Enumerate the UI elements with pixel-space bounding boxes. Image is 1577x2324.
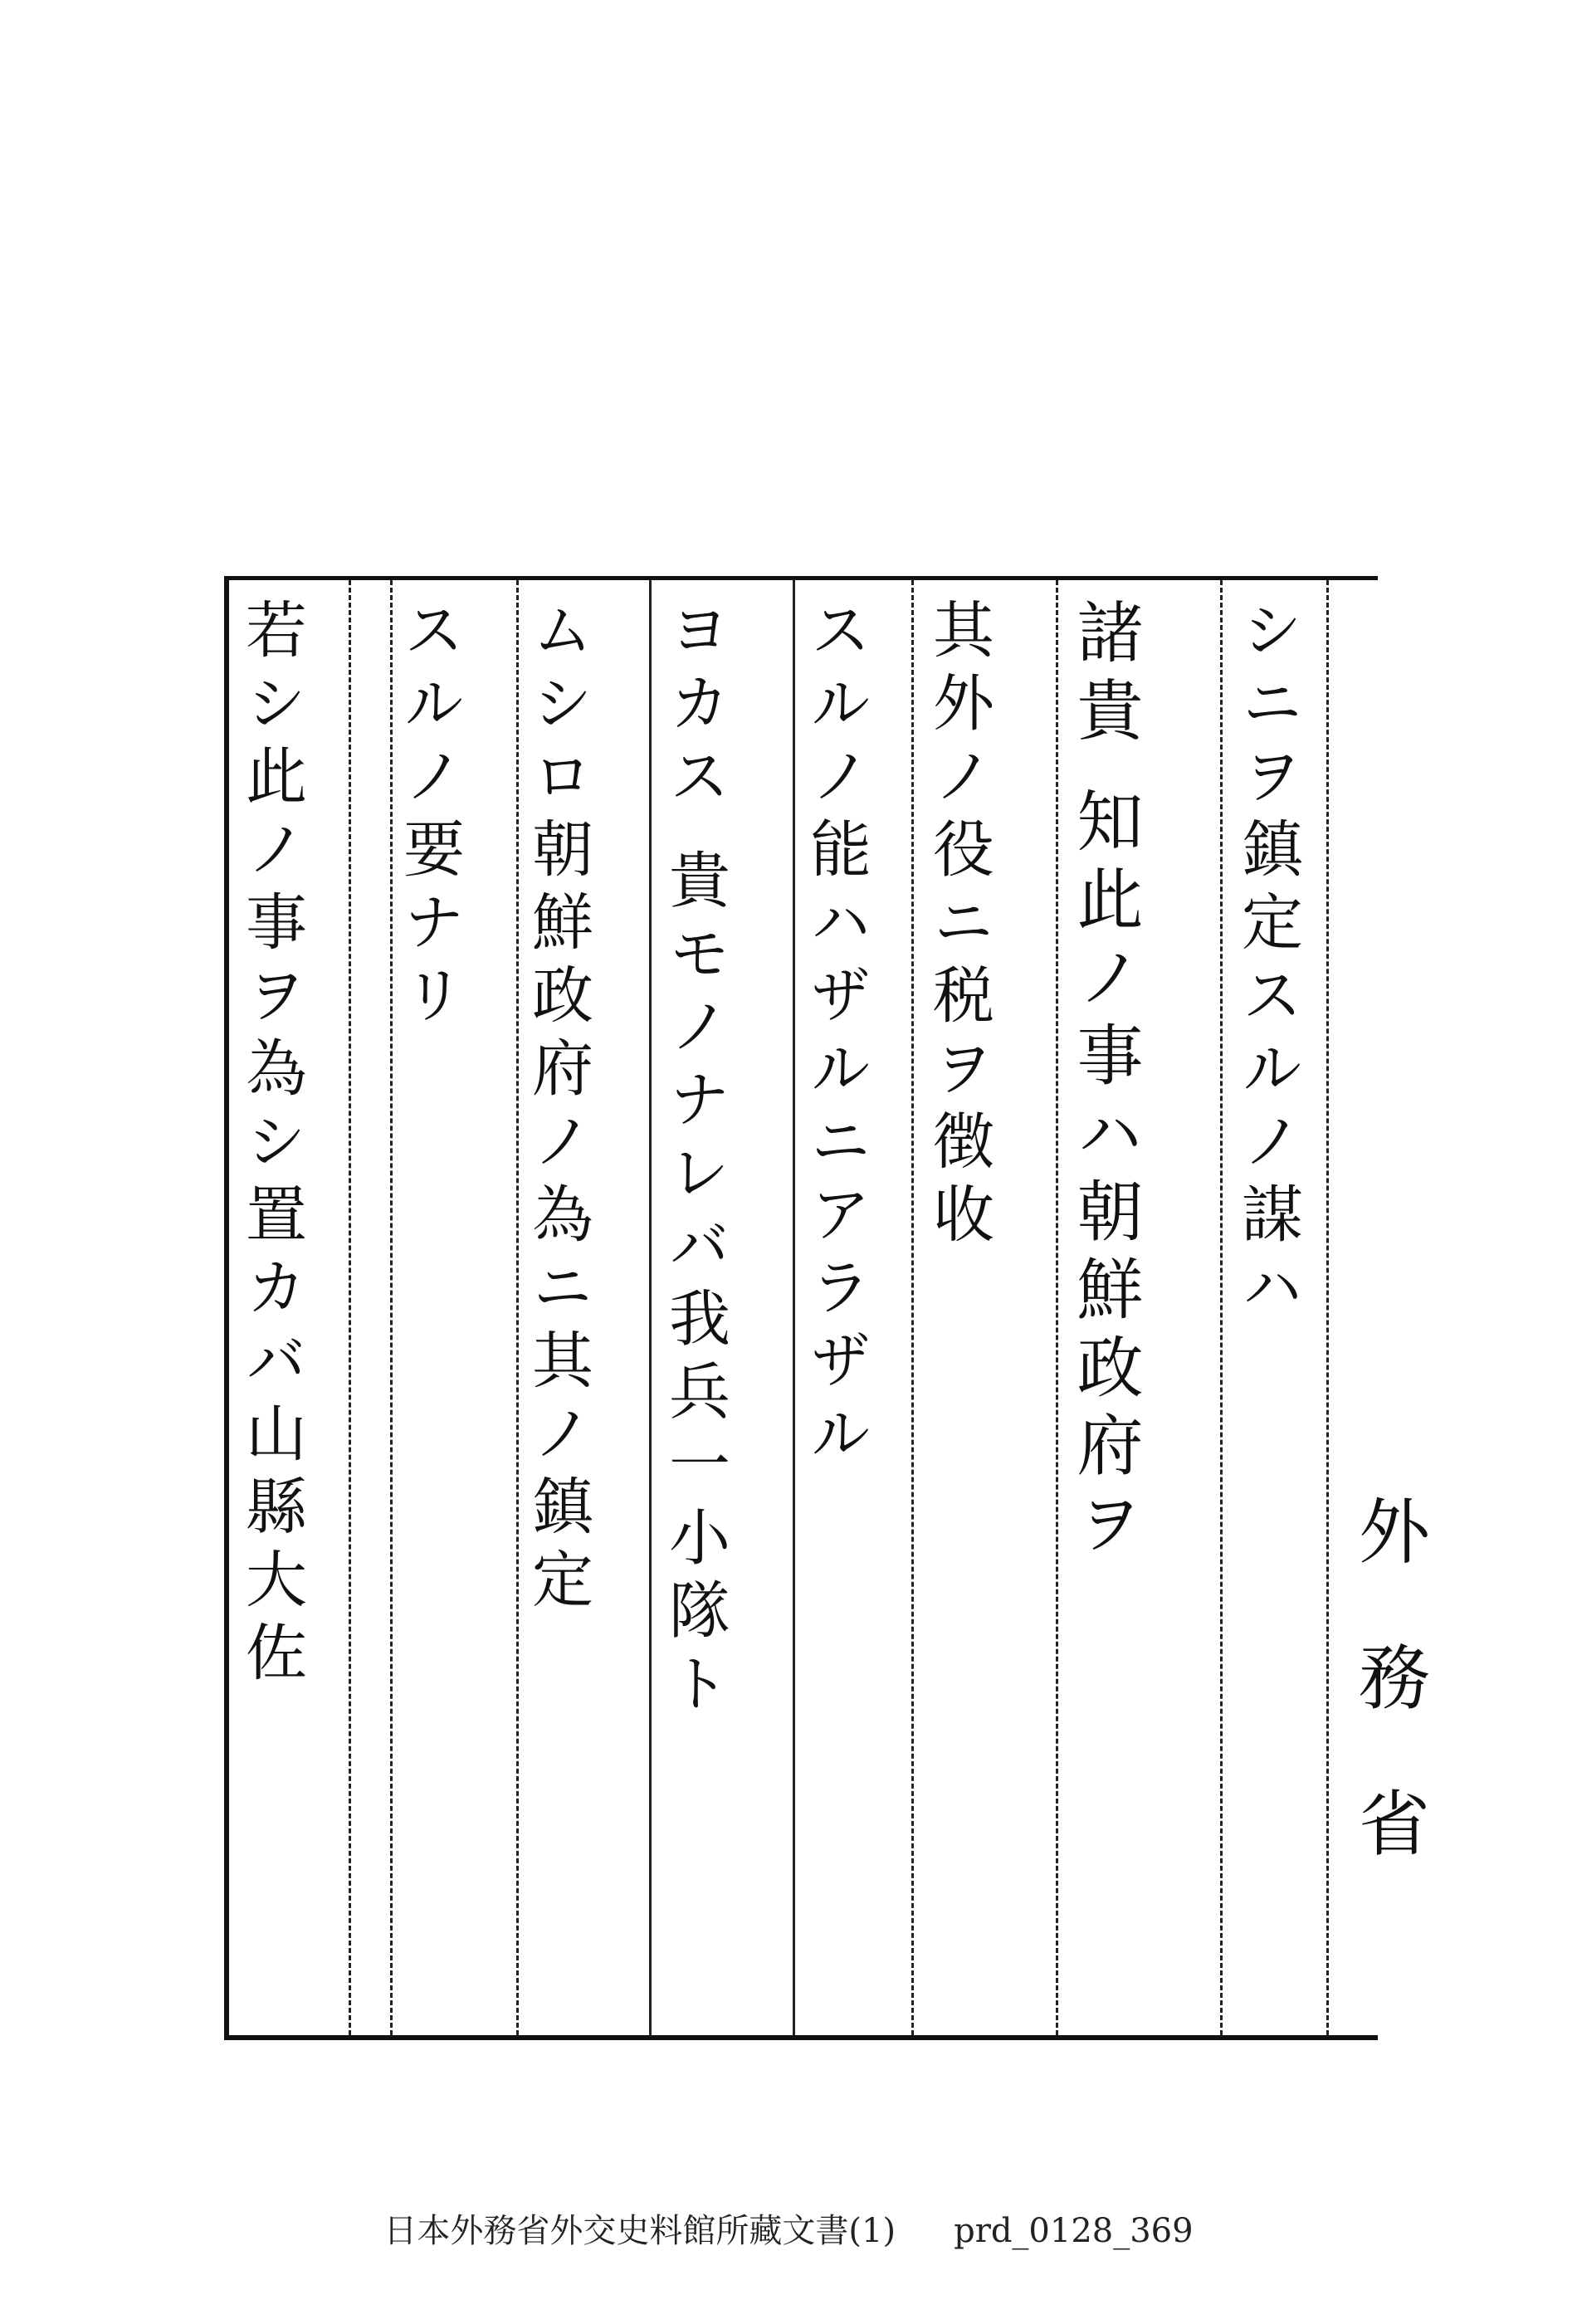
text-column-1: シニヲ鎮定スルノ謀ハ (1232, 598, 1303, 1328)
column-rule (1056, 580, 1058, 2035)
column-rule (1326, 580, 1329, 2035)
frame-left-border (224, 576, 229, 2040)
column-rule (1220, 580, 1223, 2035)
column-rule (911, 580, 914, 2035)
text-column-5: ヨカス 貴モノナレバ我兵一小隊ト (659, 598, 730, 1725)
text-column-7: スルノ要ナリ (393, 598, 465, 1036)
frame-top-border (224, 576, 1378, 580)
footer-document-id: prd_0128_369 (954, 2212, 1194, 2250)
column-rule (349, 580, 351, 2035)
text-column-3: 其外ノ役ニ税ヲ徴收 (923, 598, 994, 1255)
text-column-2: 諸貴 知此ノ事ハ朝鮮政府ヲ (1066, 598, 1143, 1567)
text-column-4: スルノ能ハザルニアラザル (800, 598, 872, 1474)
text-column-6: ムシロ朝鮮政府ノ為ニ其ノ鎮定 (522, 598, 593, 1620)
margin-ministry-label: 外務省 (1346, 1494, 1429, 1932)
column-rule (390, 580, 393, 2035)
column-rule (793, 580, 795, 2035)
footer-caption (0, 2204, 1577, 2252)
column-rule (649, 580, 652, 2035)
footer-collection: 日本外務省外交史料館所藏文書(1) (383, 2212, 896, 2250)
frame-bottom-border (228, 2035, 1378, 2040)
column-rule (516, 580, 519, 2035)
text-column-8: 若シ此ノ事ヲ為シ置カバ山縣大佐 (236, 598, 307, 1693)
